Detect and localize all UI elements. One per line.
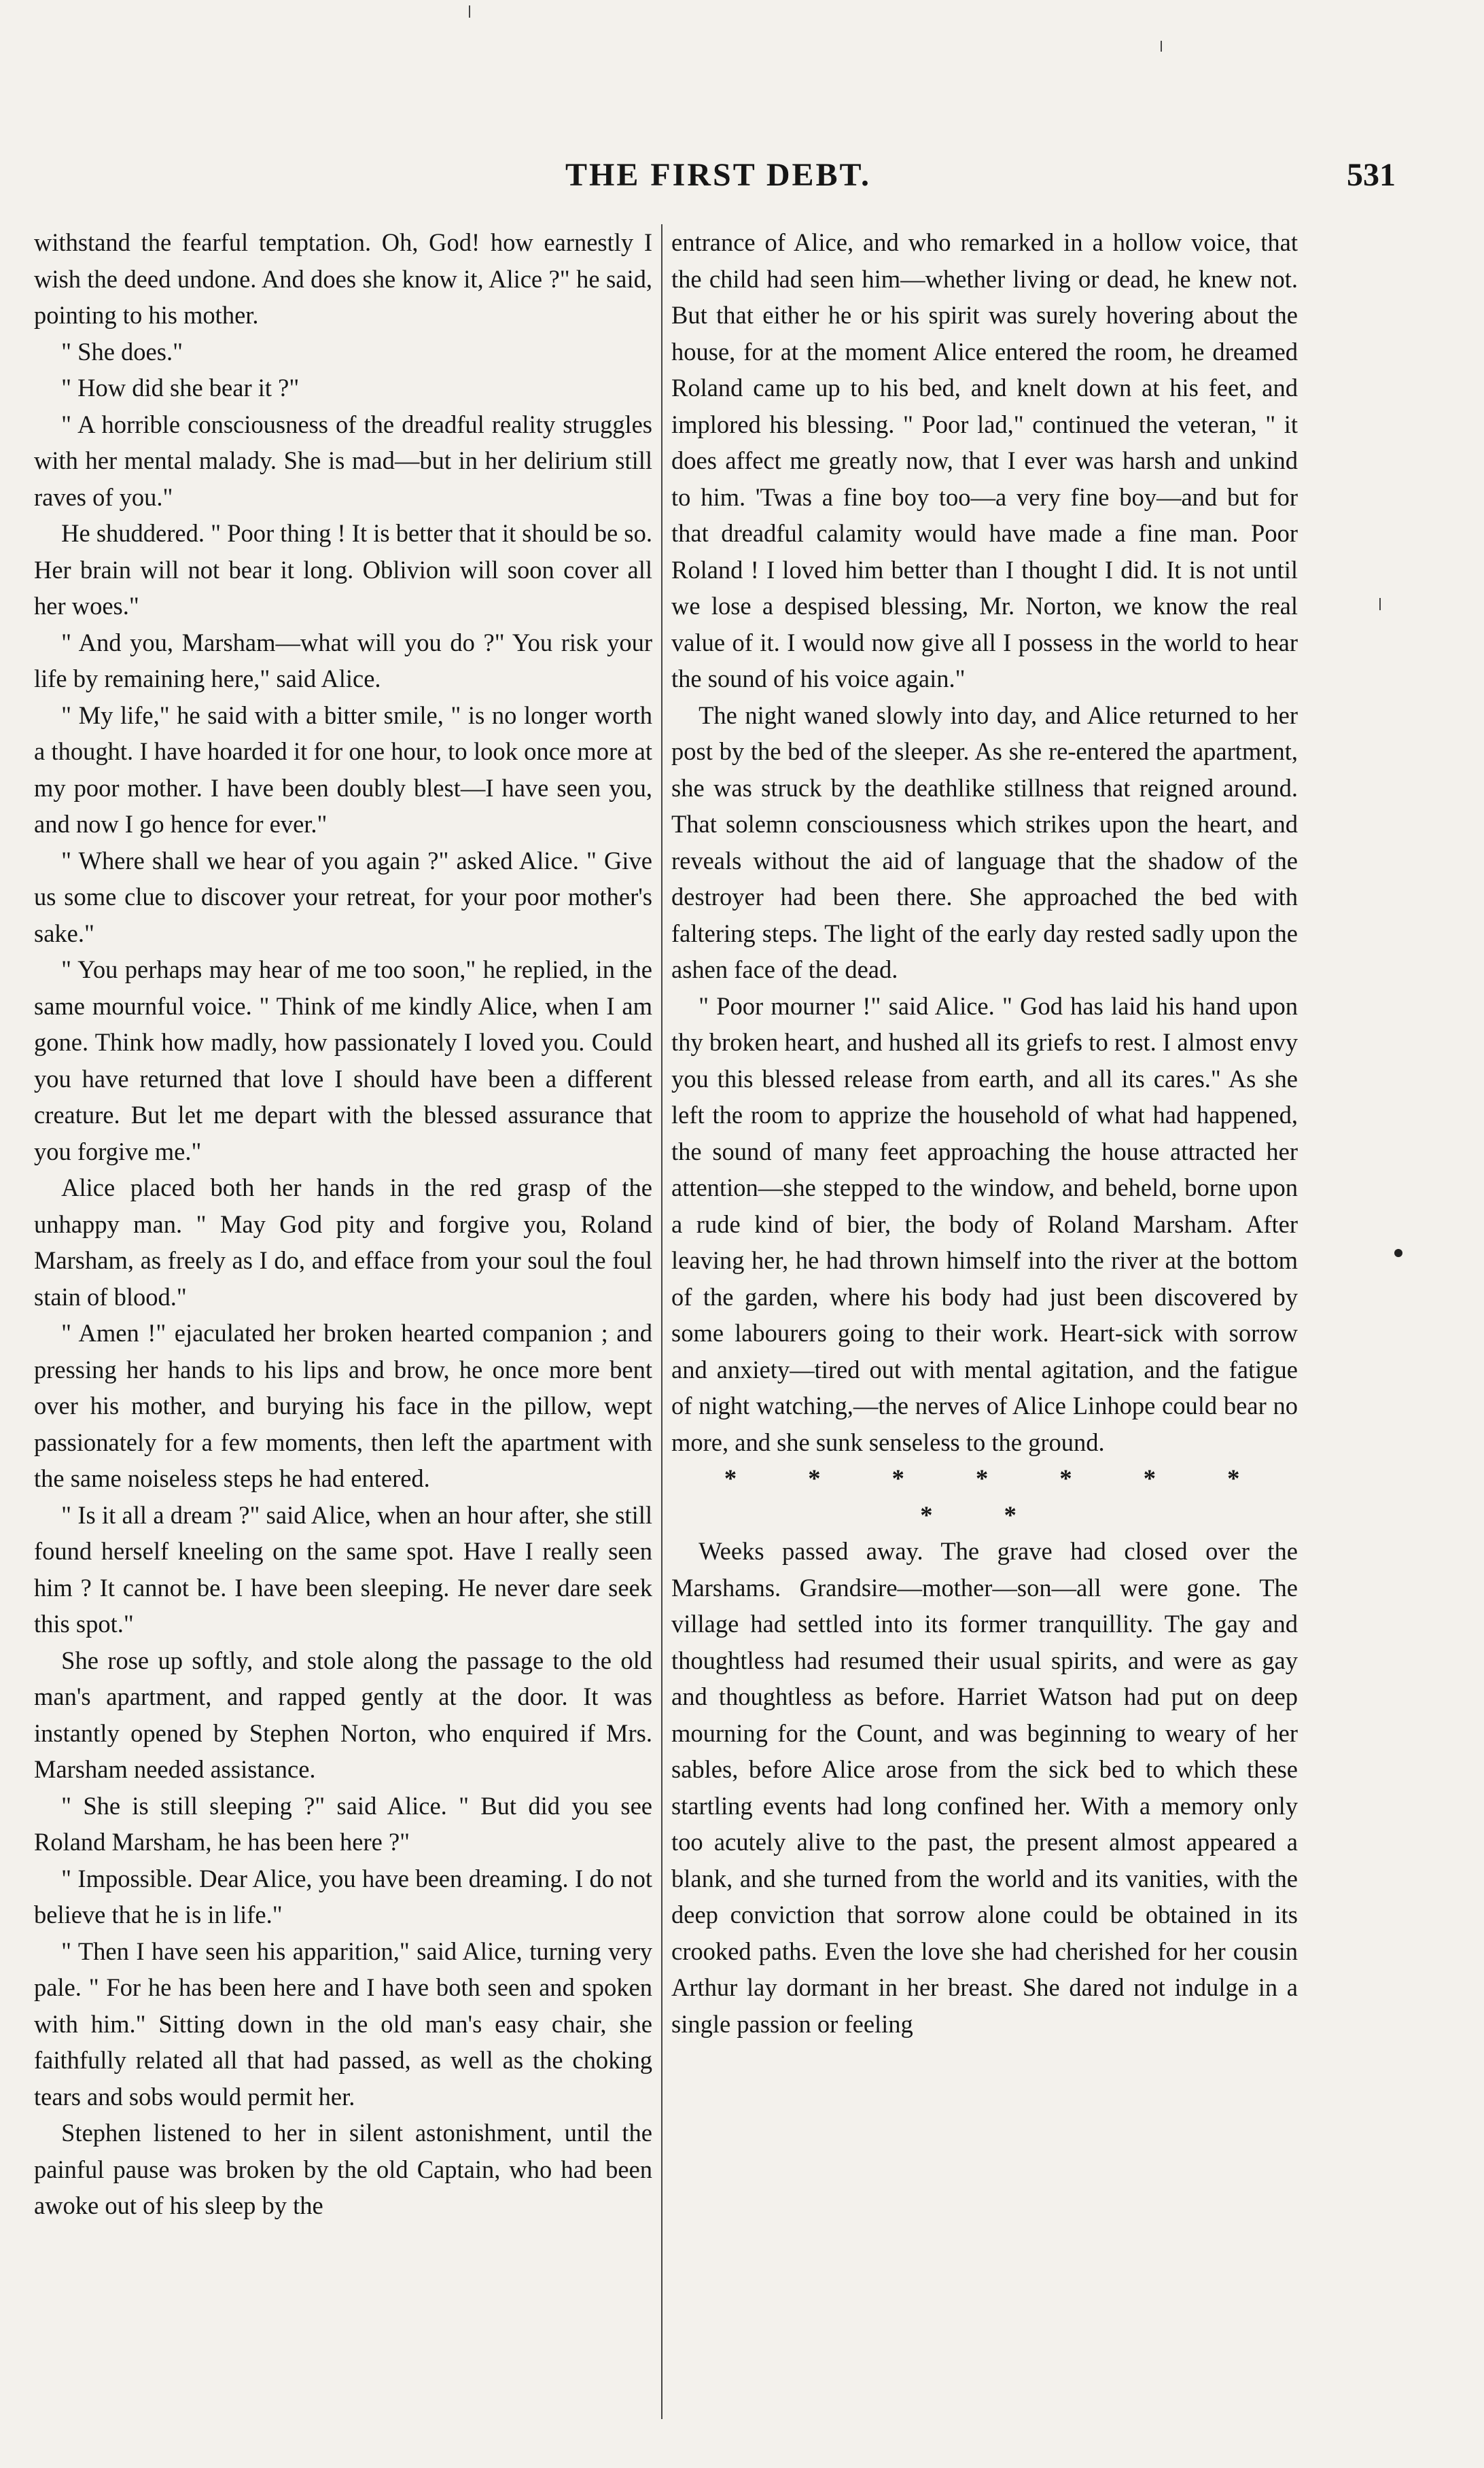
scan-mark	[1379, 598, 1381, 610]
paragraph: " How did she bear it ?"	[61, 374, 300, 402]
paragraph: " She is still sleeping ?" said Alice. " But did you see Roland Marsham, he has been here ?"	[34, 1791, 652, 1856]
paragraph: " A horrible consciousness of the dreadful reality struggles with her mental malady. She is mad—but in her delirium still raves of you."	[34, 410, 652, 511]
paragraph: " Where shall we hear of you again ?" asked Alice. " Give us some clue to discover your retreat, for your poor mother's sake."	[34, 846, 652, 947]
paragraph: " Is it all a dream ?" said Alice, when an hour after, she still found herself kneeling on the same spot. Have I really seen him ? It cannot be. I have been sleeping. He never dare seek this spot."	[34, 1500, 652, 1638]
paragraph: He shuddered. " Poor thing ! It is better that it should be so. Her brain will not bear it long. Oblivion will soon cover all her woes."	[34, 519, 652, 620]
paragraph: " She does."	[61, 337, 183, 366]
scan-speck	[1394, 1249, 1402, 1257]
column-rule	[661, 224, 662, 2419]
paragraph: " Impossible. Dear Alice, you have been dreaming. I do not believe that he is in life."	[34, 1864, 652, 1928]
paragraph: entrance of Alice, and who remarked in a hollow voice, that the child had seen him—whether living or dead, he knew not. But that either he or his spirit was surely hovering about the house, for at the moment Alice entered the room, he dreamed Roland came up to his bed, and knelt down at his feet, and implored his blessing. " Poor lad," continued the veteran, " it does affect me greatly now, that I ever was harsh and unkind to him. 'Twas a fine boy too—a very fine boy—and but for that dreadful calamity would have made a fine man. Poor Roland ! I loved him better than I thought I did. It is not until we lose a despised blessing, Mr. Norton, we know the real value of it. I would now give all I possess in the world to hear the sound of his voice again."	[671, 228, 1298, 692]
paragraph: withstand the fearful temptation. Oh, God! how earnestly I wish the deed undone. And does she know it, Alice ?" he said, pointing to his mother.	[34, 228, 652, 329]
page-number: 531	[1347, 157, 1396, 193]
right-column	[671, 224, 1298, 2419]
paragraph: Weeks passed away. The grave had closed over the Marshams. Grandsire—mother—son—all were gone. The village had settled into its former tranquillity. The gay and thoughtless had resumed their usual spirits, and were as gay and thoughtless as before. Harriet Watson had put on deep mourning for the Count, and was beginning to weary of her sables, before Alice arose from the sick bed to which these startling events had long confined her. With a memory only too acutely alive to the past, the present almost appeared a blank, and she turned from the world and its vanities, with the deep conviction that sorrow alone could be obtained in its crooked paths. Even the love she had cherished for her cousin Arthur lay dormant in her breast. She dared not indulge in a single passion or feeling	[671, 1537, 1298, 2038]
paragraph: The night waned slowly into day, and Alice returned to her post by the bed of the sleeper. As she re-entered the apartment, she was struck by the deathlike stillness that reigned around. That solemn consciousness which strikes upon the heart, and reveals without the aid of language that the shadow of the destroyer had been there. She approached the bed with faltering steps. The light of the early day rested sadly upon the ashen face of the dead.	[671, 701, 1298, 983]
paragraph: " Poor mourner !" said Alice. " God has laid his hand upon thy broken heart, and hushed all its griefs to rest. I almost envy you this blessed release from earth, and all its cares." As she left the room to apprize the household of what had happened, the sound of many feet approaching the house attracted her attention—she stepped to the window, and beheld, borne upon a rude kind of bier, the body of Roland Marsham. After leaving her, he had thrown himself into the river at the bottom of the garden, where his body had just been discovered by some labourers going to their work. Heart-sick with sorrow and anxiety—tired out with mental agitation, and the fatigue of night watching,—the nerves of Alice Linhope could bear no more, and she sunk senseless to the ground.	[671, 991, 1298, 1456]
paragraph: " You perhaps may hear of me too soon," he replied, in the same mournful voice. " Think of me kindly Alice, when I am gone. Think how madly, how passionately I loved you. Could you have returned that love I should have been a different creature. But let me depart with the blessed assurance that you forgive me."	[34, 955, 652, 1165]
running-title: THE FIRST DEBT.	[565, 157, 872, 193]
page-header	[41, 151, 1396, 198]
paragraph: Stephen listened to her in silent astonishment, until the painful pause was broken by the old Captain, who had been awoke out of his sleep by the	[34, 2119, 652, 2219]
paragraph: Alice placed both her hands in the red grasp of the unhappy man. " May God pity and forgive you, Roland Marsham, as freely as I do, and efface from your soul the foul stain of blood."	[34, 1174, 652, 1311]
left-column	[34, 224, 652, 2419]
paragraph: " And you, Marsham—what will you do ?" You risk your life by remaining here," said Alice.	[34, 628, 652, 692]
paragraph: " My life," he said with a bitter smile, " is no longer worth a thought. I have hoarded it for one hour, to look once more at my poor mother. I have been doubly blest—I have seen you, and now I go hence for ever."	[34, 701, 652, 838]
section-separator: * * * * * * * * *	[724, 1464, 1273, 1529]
paragraph: " Amen !" ejaculated her broken hearted companion ; and pressing her hands to his lips and brow, he once more bent over his mother, and burying his face in the pillow, wept passionately for a few moments, then left the apartment with the same noiseless steps he had entered.	[34, 1319, 652, 1492]
scan-mark	[469, 5, 470, 18]
scan-mark	[1161, 41, 1162, 52]
paragraph: She rose up softly, and stole along the passage to the old man's apartment, and rapped gently at the door. It was instantly opened by Stephen Norton, who enquired if Mrs. Marsham needed assistance.	[34, 1646, 652, 1783]
paragraph: " Then I have seen his apparition," said Alice, turning very pale. " For he has been here and I have both seen and spoken with him." Sitting down in the old man's easy chair, she faithfully related all that had passed, as well as the choking tears and sobs would permit her.	[34, 1937, 652, 2111]
